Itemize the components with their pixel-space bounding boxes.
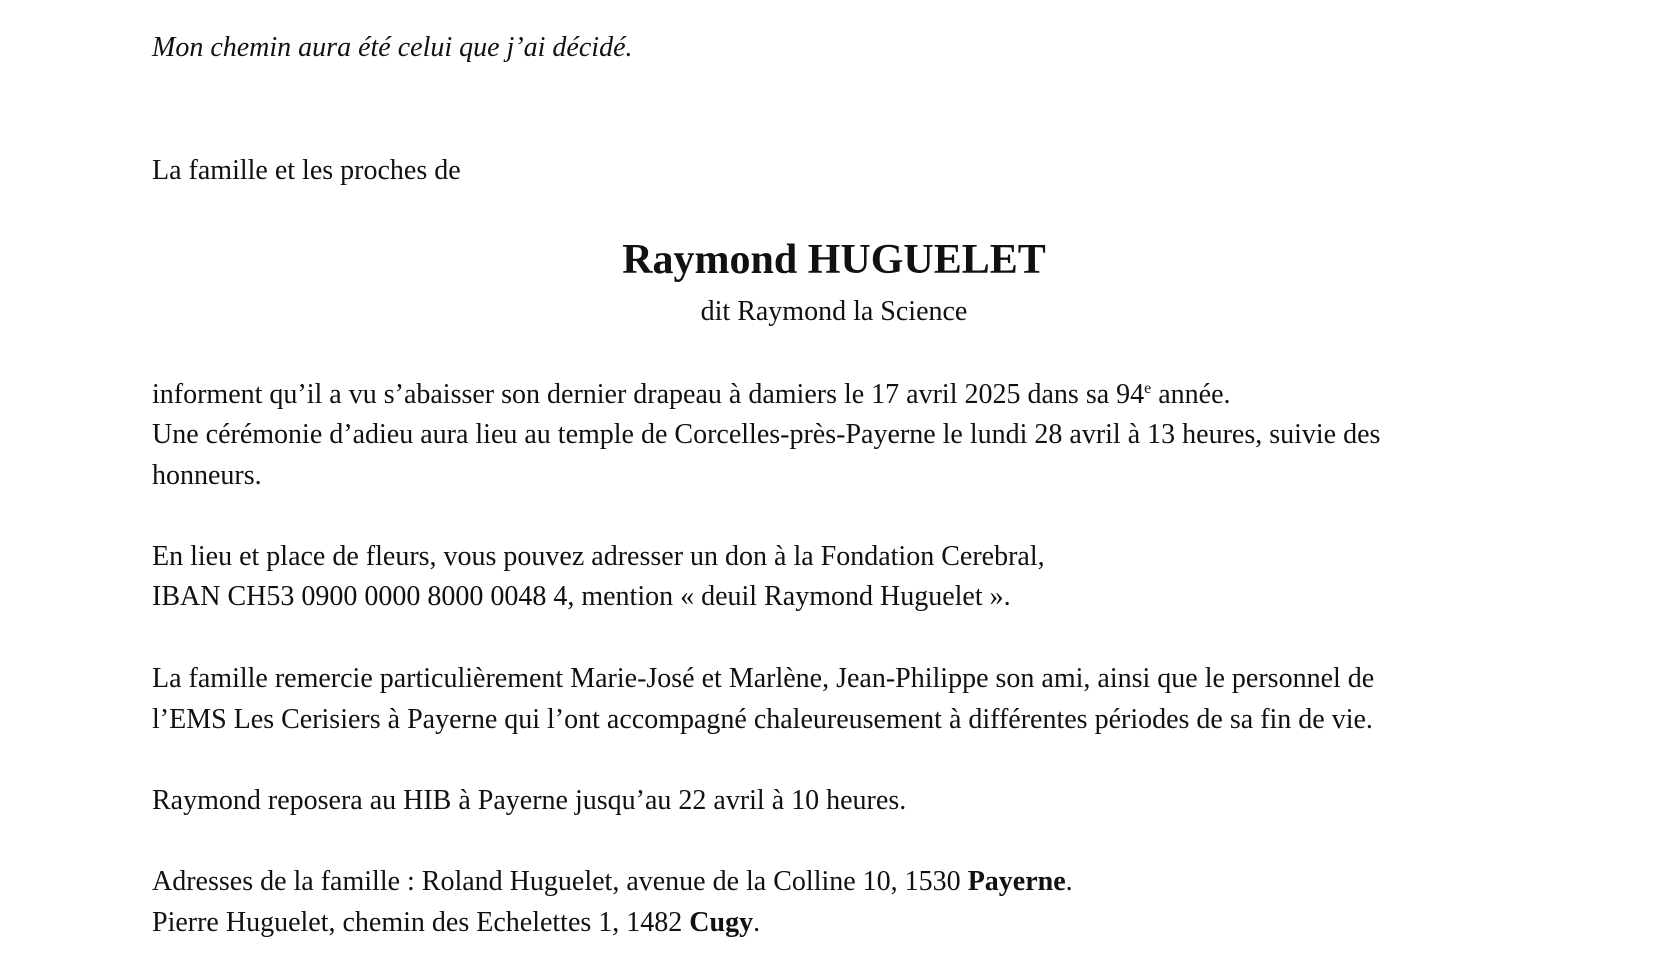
deceased-name: Raymond HUGUELET (622, 237, 1046, 283)
address-line-1-city: Payerne (967, 866, 1066, 897)
intro-text: La famille et les proches de (152, 155, 461, 186)
donation-line-1: En lieu et place de fleurs, vous pouvez adresser un don à la Fondation Cerebral, (152, 541, 1045, 572)
epigraph: Mon chemin aura été celui que j’ai décidé. (152, 32, 633, 63)
thanks-line-1: La famille remercie particulièrement Marie-José et Marlène, Jean-Philippe son ami, ainsi que le personnel de (152, 663, 1375, 694)
announcement-line-3: honneurs. (152, 460, 262, 491)
announcement-line-1-text: informent qu’il a vu s’abaisser son dernier drapeau à damiers le 17 avril 2025 dans sa 94 (152, 379, 1145, 410)
address-line-2-city: Cugy (689, 907, 754, 938)
address-line-1-text: Adresses de la famille : Roland Huguelet, avenue de la Colline 10, 1530 (152, 866, 968, 897)
deceased-nickname: dit Raymond la Science (700, 296, 968, 327)
address-line-1 (152, 862, 1073, 902)
announcement-line-1-end: année. (1151, 379, 1231, 410)
announcement-line-1 (152, 375, 1231, 415)
address-line-2-text: Pierre Huguelet, chemin des Echelettes 1, 1482 (152, 907, 690, 938)
ordinal-suffix: e (1144, 380, 1152, 397)
donation-line-2: IBAN CH53 0900 0000 8000 0048 4, mention « deuil Raymond Huguelet ». (152, 581, 1011, 612)
address-line-2-end: . (753, 907, 761, 938)
thanks-line-2: l’EMS Les Cerisiers à Payerne qui l’ont accompagné chaleureusement à différentes périodes de sa fin de vie. (152, 704, 1373, 735)
address-line-1-end: . (1065, 866, 1073, 897)
rest-info: Raymond reposera au HIB à Payerne jusqu’au 22 avril à 10 heures. (152, 785, 907, 816)
announcement-line-2: Une cérémonie d’adieu aura lieu au temple de Corcelles-près-Payerne le lundi 28 avril à 13 heures, suivie des (152, 419, 1381, 450)
address-line-2 (152, 903, 760, 943)
